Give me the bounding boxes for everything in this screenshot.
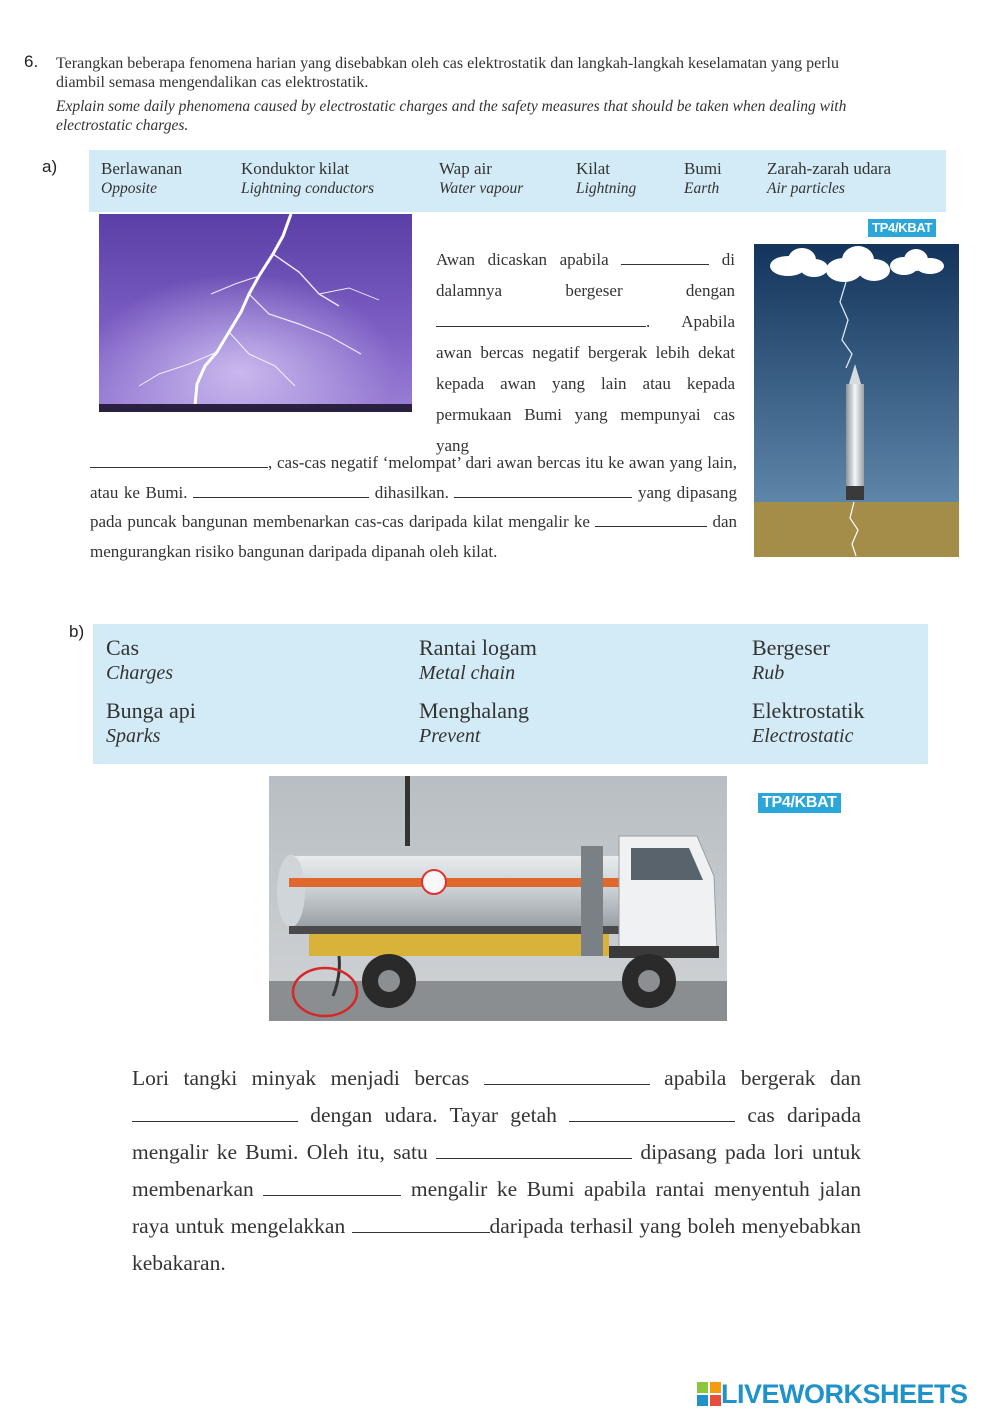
word-bank-item: Bumi Earth — [684, 159, 722, 197]
answer-blank[interactable] — [193, 484, 369, 498]
lightning-photo — [99, 214, 412, 412]
word-bank-item: Bergeser Rub — [752, 635, 830, 684]
tanker-truck-photo — [269, 776, 727, 1021]
word-bank-b — [93, 624, 928, 764]
paragraph-a-top: Awan dicaskan apabila di dalamnya bergeser dengan . Apabila awan bercas negatif bergerak lebih dekat kepada awan yang lain atau kepada permukaan Bumi yang mempunyai cas yang — [436, 250, 736, 455]
part-a-label: a) — [42, 157, 58, 176]
question-number: 6. — [24, 52, 39, 71]
question-text-malay: Terangkan beberapa fenomena harian yang disebabkan oleh cas elektrostatik dan langkah-langkah keselamatan yang perlu diambil semasa mengendalikan cas elektrostatik. — [56, 55, 839, 91]
answer-blank[interactable] — [569, 1104, 735, 1122]
answer-blank[interactable] — [595, 513, 707, 527]
word-bank-item: Bunga api Sparks — [106, 698, 196, 747]
word-bank-item: Rantai logam Metal chain — [419, 635, 537, 684]
answer-blank[interactable] — [621, 251, 709, 265]
word-bank-item: Zarah-zarah udara Air particles — [767, 159, 892, 197]
answer-blank[interactable] — [352, 1215, 490, 1233]
part-b-label: b) — [69, 622, 85, 641]
word-bank-item: Cas Charges — [106, 635, 174, 684]
word-bank-a — [89, 150, 946, 212]
paragraph-b: Lori tangki minyak menjadi bercas apabila bergerak dan dengan udara. Tayar getah cas daripada mengalir ke Bumi. Oleh itu, satu dipasang pada lori untuk membenarkan mengalir ke Bumi apabila rantai menyentuh jalan raya untuk mengelakkan daripada terhasil yang boleh menyebabkan kebakaran. — [132, 1066, 862, 1275]
tp4-kbat-badge: TP4/KBAT — [758, 793, 841, 813]
answer-blank[interactable] — [132, 1104, 298, 1122]
question-text-english: Explain some daily phenomena caused by electrostatic charges and the safety measures that should be taken when dealing with electrostatic charges. — [56, 98, 847, 134]
word-bank-item: Elektrostatik Electrostatic — [752, 698, 865, 747]
lightning-rod-illustration — [754, 244, 959, 557]
answer-blank[interactable] — [263, 1178, 401, 1196]
answer-blank[interactable] — [436, 313, 646, 327]
word-bank-item: Kilat Lightning — [576, 159, 637, 197]
tp4-kbat-badge: TP4/KBAT — [868, 219, 936, 237]
word-bank-item: Konduktor kilat Lightning conductors — [241, 159, 375, 197]
word-bank-item: Menghalang Prevent — [419, 698, 529, 747]
liveworksheets-logo[interactable] — [697, 1379, 968, 1409]
logo-text: LIVEWORKSHEETS — [721, 1378, 968, 1409]
answer-blank[interactable] — [436, 1141, 632, 1159]
word-bank-item: Berlawanan Opposite — [101, 159, 183, 197]
paragraph-a-bottom: , cas-cas negatif ‘melompat’ dari awan bercas itu ke awan yang lain, atau ke Bumi. dihasilkan. yang dipasang pada puncak bangunan membenarkan cas-cas daripada kilat mengalir ke dan mengurangkan risiko bangunan daripada dipanah oleh kilat. — [90, 453, 738, 561]
liveworksheets-logo-icon — [697, 1382, 721, 1406]
answer-blank[interactable] — [454, 484, 632, 498]
answer-blank[interactable] — [90, 454, 268, 468]
word-bank-item: Wap air Water vapour — [439, 159, 524, 197]
answer-blank[interactable] — [484, 1067, 650, 1085]
